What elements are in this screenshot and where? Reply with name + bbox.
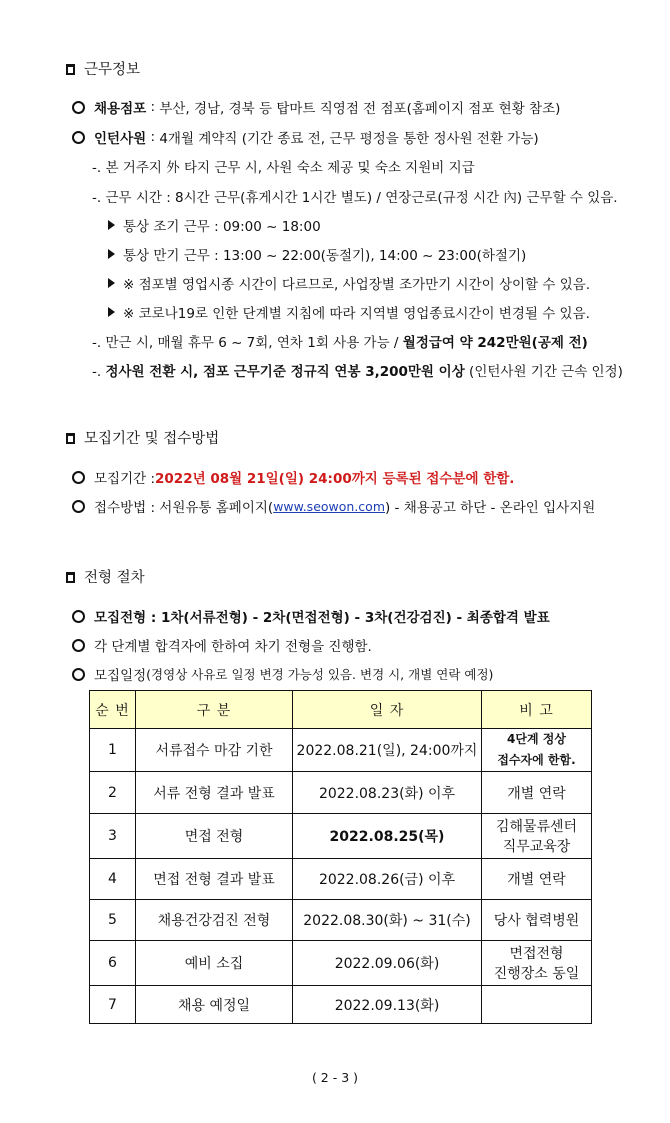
early-shift-line (108, 215, 321, 235)
square-bullet-icon (66, 572, 75, 583)
row-item: 채용 예정일 (136, 986, 293, 1024)
header-no: 순 번 (90, 691, 136, 729)
table-row (90, 900, 592, 941)
work-location-line (72, 97, 560, 117)
intern-text: 4개월 계약직 (기간 종료 전, 근무 평정을 통한 정사원 전환 가능) (159, 131, 539, 147)
row-no: 5 (90, 900, 136, 941)
period-text: 2022년 08월 21일(일) 24:00까지 등록된 접수분에 한함. (155, 471, 515, 487)
row-item: 예비 소집 (136, 941, 293, 986)
table-row (90, 859, 592, 900)
late-shift-text: 통상 만기 근무 : 13:00 ~ 22:00(동절기), 14:00 ~ 23:00(하절기) (123, 248, 527, 264)
note-line: 면접전형 (509, 946, 564, 962)
row-note: 개별 연락 (482, 772, 592, 814)
row-date: 2022.08.23(화) 이후 (293, 772, 482, 814)
row-item: 채용건강검진 전형 (136, 900, 293, 941)
period-label: 모집기간 : (94, 471, 156, 487)
triangle-bullet-icon (108, 249, 115, 259)
covid-note (108, 302, 590, 322)
colon: : (146, 99, 160, 115)
method-line (72, 496, 595, 516)
intern-label: 인턴사원 (94, 131, 147, 147)
table-row (90, 729, 592, 772)
row-note (482, 729, 592, 772)
housing-line: -. 본 거주지 外 타지 근무 시, 사원 숙소 제공 및 숙소 지원비 지급 (92, 160, 475, 176)
page-number: ( 2 - 3 ) (311, 1070, 359, 1085)
section-title-apply (66, 427, 219, 448)
row-no: 7 (90, 986, 136, 1024)
conversion-note: (인턴사원 기간 근속 인정) (464, 364, 623, 380)
circle-bullet-icon (72, 610, 85, 623)
method-text: 접수방법 : 서원유통 홈페이지( (94, 500, 274, 516)
table-row (90, 772, 592, 814)
row-no: 3 (90, 814, 136, 859)
period-line (72, 467, 514, 487)
row-date: 2022.09.06(화) (293, 941, 482, 986)
intern-line (72, 127, 539, 147)
stage-note-line (72, 635, 372, 655)
work-hours-line: -. 근무 시간 : 8시간 근무(휴게시간 1시간 별도) / 연장근로(규정 시간 內) 근무할 수 있음. (92, 190, 618, 206)
square-bullet-icon (66, 64, 75, 75)
late-shift-line (108, 244, 526, 264)
row-no: 2 (90, 772, 136, 814)
row-date: 2022.09.13(화) (293, 986, 482, 1024)
row-item: 서류 전형 결과 발표 (136, 772, 293, 814)
row-date: 2022.08.30(화) ~ 31(수) (293, 900, 482, 941)
leave-text: -. 만근 시, 매월 휴무 6 ~ 7회, 연차 1회 사용 가능 / (92, 335, 403, 351)
table-row (90, 814, 592, 859)
schedule-note: (경영상 사유로 일정 변경 가능성 있음. 변경 시, 개별 연락 예정) (146, 667, 494, 682)
row-item: 면접 전형 (136, 814, 293, 859)
note-line: 4단계 정상 (507, 732, 566, 746)
section-title-work (66, 58, 140, 79)
row-note: 개별 연락 (482, 859, 592, 900)
table-row (90, 941, 592, 986)
location-text: 부산, 경남, 경북 등 탑마트 직영점 전 점포(홈페이지 점포 현황 참조) (159, 101, 561, 117)
table-row (90, 986, 592, 1024)
colon: : (146, 129, 160, 145)
row-no: 4 (90, 859, 136, 900)
circle-bullet-icon (72, 101, 85, 114)
note-line: 김해물류센터 (495, 819, 578, 835)
table-header-row (90, 691, 592, 729)
row-no: 6 (90, 941, 136, 986)
note-line: 접수자에 한함. (497, 753, 576, 767)
header-date: 일 자 (293, 691, 482, 729)
covid-note-text: ※ 코로나19로 인한 단계별 지침에 따라 지역별 영업종료시간이 변경될 수 있음. (123, 306, 590, 322)
section-title-text: 전형 절차 (84, 570, 145, 586)
triangle-bullet-icon (108, 278, 115, 288)
header-item: 구 분 (136, 691, 293, 729)
conversion-line (92, 360, 623, 380)
row-date: 2022.08.21(일), 24:00까지 (293, 729, 482, 772)
store-hours-note-text: ※ 점포별 영업시종 시간이 다르므로, 사업장별 조가만기 시간이 상이할 수 있음. (123, 277, 591, 293)
row-note: 당사 협력병원 (482, 900, 592, 941)
triangle-bullet-icon (108, 307, 115, 317)
row-note (482, 814, 592, 859)
steps-line (72, 606, 550, 626)
salary-text: 월정급여 약 242만원(공제 전) (402, 335, 588, 351)
row-date: 2022.08.25(목) (293, 814, 482, 859)
circle-bullet-icon (72, 668, 85, 681)
section-title-process (66, 566, 145, 587)
circle-bullet-icon (72, 500, 85, 513)
homepage-link[interactable]: www.seowon.com (273, 498, 385, 514)
schedule-label: 모집일정 (94, 668, 147, 684)
store-hours-note (108, 273, 590, 293)
note-line: 직무교육장 (502, 839, 571, 855)
circle-bullet-icon (72, 639, 85, 652)
row-date: 2022.08.26(금) 이후 (293, 859, 482, 900)
header-note: 비 고 (482, 691, 592, 729)
section-title-text: 모집기간 및 접수방법 (84, 431, 220, 447)
circle-bullet-icon (72, 471, 85, 484)
method-text-tail: ) - 채용공고 하단 - 온라인 입사지원 (385, 500, 596, 516)
schedule-line (72, 664, 493, 684)
schedule-table (89, 690, 592, 1024)
section-title-text: 근무정보 (84, 62, 141, 78)
triangle-bullet-icon (108, 220, 115, 230)
stage-note-text: 각 단계별 합격자에 한하여 차기 전형을 진행함. (94, 639, 372, 655)
row-item: 서류접수 마감 기한 (136, 729, 293, 772)
square-bullet-icon (66, 433, 75, 444)
row-note (482, 986, 592, 1024)
row-note (482, 941, 592, 986)
steps-text: 모집전형 : 1차(서류전형) - 2차(면접전형) - 3차(건강검진) - 최종합격 발표 (94, 610, 550, 626)
row-no: 1 (90, 729, 136, 772)
note-line: 진행장소 동일 (493, 966, 580, 982)
conversion-salary-text: 정사원 전환 시, 점포 근무기준 정규직 연봉 3,200만원 이상 (105, 364, 465, 380)
early-shift-text: 통상 조기 근무 : 09:00 ~ 18:00 (123, 219, 321, 235)
row-item: 면접 전형 결과 발표 (136, 859, 293, 900)
circle-bullet-icon (72, 131, 85, 144)
salary-line (92, 331, 588, 351)
location-label: 채용점포 (94, 101, 147, 117)
dash-prefix: -. (92, 364, 106, 380)
